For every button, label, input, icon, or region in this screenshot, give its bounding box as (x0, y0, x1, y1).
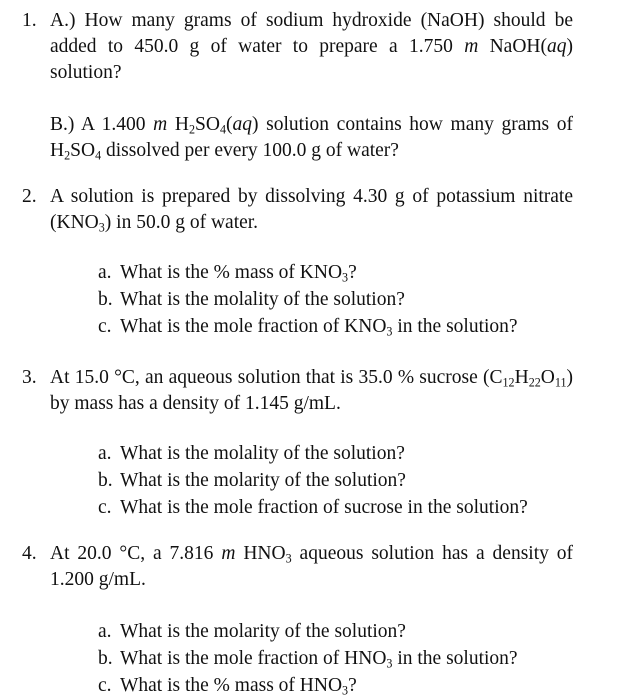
list-item: a. What is the molality of the solution? (98, 443, 405, 464)
question-number: 2. (22, 186, 37, 207)
question-2-stem: A solution is prepared by dissolving 4.30 g of potassium nitrate $(KNO_3)$ in 50.0 g of water. (50, 186, 573, 235)
list-item: b. What is the molarity of the solution? (98, 470, 406, 491)
question-1-part-a (50, 8, 573, 86)
question-text-end: dissolved per every 100.0 g of water? (106, 140, 399, 161)
question-4-subparts (98, 619, 518, 700)
part-label: B.) (50, 114, 75, 135)
question-1-part-b: B.) A 1.400 m $H_2SO_4(aq)$ solution contains how many grams of $H_2SO_4$ dissolved per every 100.0 g of water? (50, 114, 574, 163)
question-text-end: ) solution? (50, 36, 573, 83)
list-item: a. What is the molarity of the solution? (98, 621, 406, 642)
list-item: c. What is the mole fraction of sucrose in the solution? (98, 497, 528, 518)
question-3 (22, 365, 573, 417)
question-1 (22, 8, 574, 164)
question-3-stem: At 15.0 °C, an aqueous solution that is 35.0 % sucrose $(C_{12}H_{22}O_{11})$ by mass has a density of 1.145 g/mL. (50, 367, 573, 414)
formula-naoh: NaOH( (489, 36, 547, 57)
aq-state: aq (547, 36, 567, 57)
formula-h2so4-aq: $H_2SO_4(aq)$ (174, 114, 259, 137)
list-item: c. What is the % mass of $HNO_3$? (98, 675, 357, 698)
part-label: A.) (50, 10, 76, 31)
list-item: b. What is the mole fraction of $HNO_3$ in the solution? (98, 648, 518, 671)
list-item: a. What is the % mass of $KNO_3$? (98, 262, 357, 285)
list-item: b. What is the molality of the solution? (98, 289, 405, 310)
question-text: How many grams of sodium hydroxide (NaOH) should be added to 450.0 g of water to prepare a 1.750 (50, 10, 573, 57)
question-3-subparts (98, 441, 528, 522)
molal-unit: m (464, 36, 479, 57)
question-text: A 1.400 (80, 114, 146, 135)
question-number: 4. (22, 543, 37, 564)
solution-word: solution (266, 114, 330, 135)
question-2-subparts (98, 260, 518, 341)
list-item: c. What is the mole fraction of $KNO_3$ in the solution? (98, 316, 518, 339)
question-4 (22, 541, 574, 593)
question-number: 1. (22, 10, 37, 31)
question-2 (22, 184, 573, 236)
question-number: 3. (22, 367, 37, 388)
question-text: contains how many grams of H (50, 114, 574, 161)
question-4-stem: At 20.0 °C, a 7.816 m $HNO_3$ aqueous solution has a density of 1.200 g/mL. (50, 543, 574, 590)
molal-unit: m (153, 114, 168, 135)
